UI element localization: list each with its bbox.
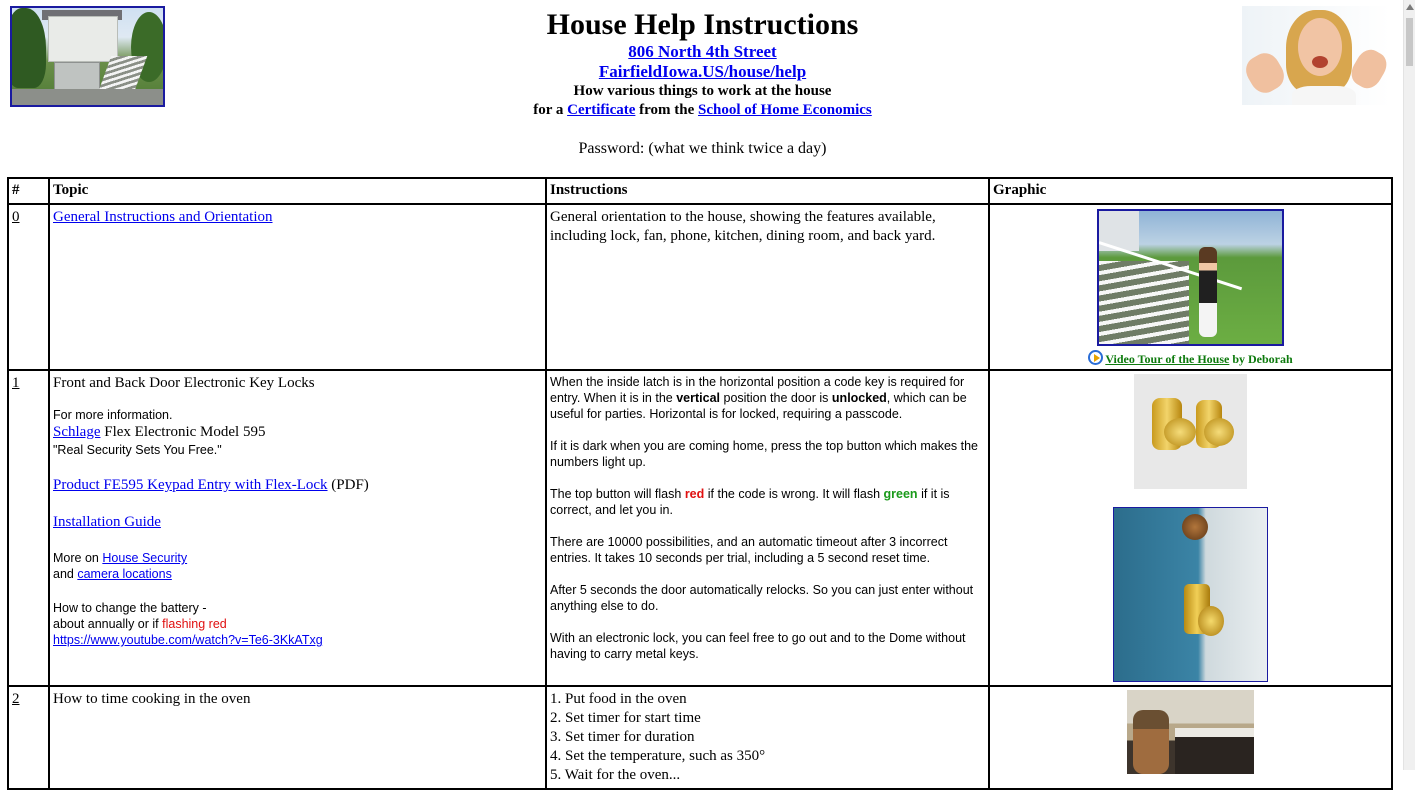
scrollbar-thumb[interactable] [1406, 18, 1413, 66]
installation-guide-link[interactable]: Installation Guide [53, 514, 161, 530]
oven-topic-title: How to time cooking in the oven [49, 686, 546, 789]
certificate-link[interactable]: Certificate [567, 102, 636, 118]
battery-note: How to change the battery - [53, 601, 207, 615]
scroll-up-arrow-icon[interactable] [1406, 4, 1414, 10]
list-item: 3. Set timer for duration [550, 729, 695, 745]
header-num: # [8, 178, 49, 204]
row-number-link[interactable]: 1 [12, 375, 20, 391]
list-item: 5. Wait for the oven... [550, 767, 681, 783]
page-header [0, 8, 1405, 120]
header-instructions: Instructions [546, 178, 989, 204]
video-tour-link[interactable]: Video Tour of the House [1105, 352, 1230, 366]
tour-photo[interactable] [1097, 209, 1284, 346]
lock-topic-title: Front and Back Door Electronic Key Locks [53, 375, 315, 391]
oven-steps [546, 686, 989, 789]
table-row [8, 204, 1392, 370]
row-number-link[interactable]: 2 [12, 691, 20, 707]
video-caption: Video Tour of the House by Deborah [993, 350, 1388, 366]
instructions-table [7, 177, 1393, 790]
door-lock-photo[interactable] [1113, 507, 1268, 682]
flashing-red-text: flashing red [162, 617, 227, 631]
table-row: 1 Front and Back Door Electronic Key Locks For more information. Schlage Flex Electronic Model 595 "Real Security Sets You Free." Product FE595 Keypad Entry with Flex-Lock (PDF) Installation Guide More on House Security and camera locations How to change the battery - about annually or if flashing red https://www.youtube.com/watch?v=Te6-3KkATxg When the inside latch is in the horizontal position a code key is required for entry. When it is in the vertical position the door is unlocked, which can be useful for parties. Horizontal is for locked, requiring a passcode. If it is dark when you are coming home, press the top button which makes the numbers light up. The top button will flash red if the code is wrong. It will flash green if it is correct, and let you in. There are 10000 possibilities, and an automatic timeout after 3 incorrect entries. It takes 10 seconds per trial, including a 5 second reset time. After 5 seconds the door automatically relocks. So you can just enter without anything else to do. With an electronic lock, you can feel free to go out and to the Dome without having to carry metal keys. [8, 370, 1392, 686]
table-header-row [8, 178, 1392, 204]
play-video-icon[interactable] [1088, 350, 1103, 365]
password-hint: Password: (what we think twice a day) [578, 140, 827, 157]
schlage-lock-photo [1134, 374, 1247, 489]
schlage-link[interactable]: Schlage [53, 424, 101, 440]
more-info-label: For more information. [53, 408, 173, 422]
product-pdf-link[interactable]: Product FE595 Keypad Entry with Flex-Lock [53, 477, 328, 493]
header-topic: Topic [49, 178, 546, 204]
oven-photo [1127, 690, 1254, 774]
site-link[interactable]: FairfieldIowa.US/house/help [598, 62, 807, 81]
list-item: 2. Set timer for start time [550, 710, 701, 726]
row-number-link[interactable]: 0 [12, 209, 20, 225]
school-link[interactable]: School of Home Economics [698, 102, 872, 118]
vertical-scrollbar[interactable] [1403, 0, 1415, 770]
list-item: 4. Set the temperature, such as 350° [550, 748, 766, 764]
certificate-line: for a Certificate from the School of Home Economics [533, 102, 872, 118]
row-instructions: General orientation to the house, showing the features available, including lock, fan, phone, kitchen, dining room, and back yard. [546, 204, 989, 370]
page-title: House Help Instructions [546, 8, 859, 41]
camera-locations-link[interactable]: camera locations [77, 567, 172, 581]
header-graphic: Graphic [989, 178, 1392, 204]
house-security-link[interactable]: House Security [102, 551, 188, 565]
lock-instructions: When the inside latch is in the horizontal position a code key is required for entry. When it is in the vertical position the door is unlocked, which can be useful for parties. Horizontal is for locked, requiring a passcode. If it is dark when you are coming home, press the top button which makes the numbers light up. The top button will flash red if the code is wrong. It will flash green if it is correct, and let you in. There are 10000 possibilities, and an automatic timeout after 3 incorrect entries. It takes 10 seconds per trial, including a 5 second reset time. After 5 seconds the door automatically relocks. So you can just enter without anything else to do. With an electronic lock, you can feel free to go out and to the Dome without having to carry metal keys. [546, 370, 989, 686]
subtitle: How various things to work at the house [573, 83, 832, 99]
slogan: "Real Security Sets You Free." [53, 443, 222, 457]
table-row [8, 686, 1392, 789]
youtube-battery-link[interactable]: https://www.youtube.com/watch?v=Te6-3KkATxg [53, 633, 323, 647]
address-link[interactable]: 806 North 4th Street [628, 42, 777, 61]
list-item: 1. Put food in the oven [550, 691, 687, 707]
general-instructions-link[interactable]: General Instructions and Orientation [53, 209, 273, 225]
